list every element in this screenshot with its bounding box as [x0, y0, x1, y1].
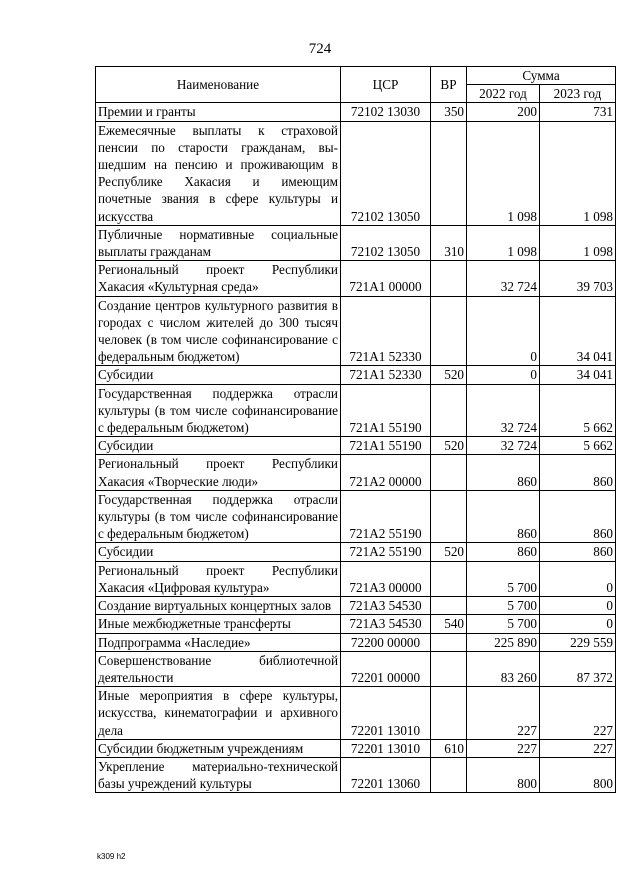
cell-csr: 721А3 54530	[341, 597, 431, 615]
cell-csr: 721А1 55190	[341, 437, 431, 455]
cell-csr: 721А2 55190	[341, 543, 431, 561]
cell-name: Государственная поддержка отрасли культуры (в том числе софинансирование с федеральным бюджетом)	[96, 490, 341, 543]
header-year-2023: 2023 год	[540, 85, 616, 103]
cell-2022: 800	[467, 757, 540, 792]
cell-vr	[431, 261, 467, 296]
cell-2023: 860	[540, 543, 616, 561]
cell-csr: 721А3 54530	[341, 615, 431, 633]
cell-vr	[431, 651, 467, 686]
cell-name: Иные межбюджетные трансферты	[96, 615, 341, 633]
cell-vr	[431, 296, 467, 366]
table-row	[96, 561, 616, 596]
cell-vr	[431, 757, 467, 792]
table-row	[96, 437, 616, 455]
cell-name: Субсидии	[96, 437, 341, 455]
cell-2022: 5 700	[467, 597, 540, 615]
cell-2023: 860	[540, 490, 616, 543]
cell-2022: 1 098	[467, 225, 540, 260]
cell-csr: 72201 13010	[341, 687, 431, 740]
cell-2022: 227	[467, 687, 540, 740]
cell-2023: 39 703	[540, 261, 616, 296]
cell-csr: 721А1 52330	[341, 296, 431, 366]
table-row	[96, 103, 616, 121]
table-row	[96, 687, 616, 740]
cell-vr	[431, 490, 467, 543]
cell-2023: 800	[540, 757, 616, 792]
cell-2023: 0	[540, 561, 616, 596]
cell-vr: 520	[431, 366, 467, 384]
cell-vr: 310	[431, 225, 467, 260]
cell-2022: 860	[467, 543, 540, 561]
cell-2022: 860	[467, 455, 540, 490]
budget-table	[95, 66, 616, 793]
cell-name: Региональный проект Республики Хакасия «Культурная среда»	[96, 261, 341, 296]
header-name: Наименование	[96, 67, 341, 103]
cell-2022: 5 700	[467, 561, 540, 596]
cell-csr: 72102 13030	[341, 103, 431, 121]
cell-name: Иные мероприятия в сфере культуры, искусства, кинематографии и архивного дела	[96, 687, 341, 740]
cell-csr: 72201 13060	[341, 757, 431, 792]
cell-2022: 860	[467, 490, 540, 543]
cell-2023: 229 559	[540, 633, 616, 651]
cell-2023: 227	[540, 687, 616, 740]
table-row	[96, 739, 616, 757]
cell-vr: 350	[431, 103, 467, 121]
cell-vr	[431, 597, 467, 615]
cell-vr	[431, 384, 467, 437]
table-row	[96, 757, 616, 792]
cell-2022: 32 724	[467, 261, 540, 296]
table-row	[96, 296, 616, 366]
cell-csr: 721А3 00000	[341, 561, 431, 596]
cell-vr	[431, 687, 467, 740]
cell-csr: 72201 00000	[341, 651, 431, 686]
cell-vr: 520	[431, 543, 467, 561]
cell-2023: 5 662	[540, 437, 616, 455]
table-row	[96, 633, 616, 651]
cell-2022: 0	[467, 366, 540, 384]
cell-2022: 227	[467, 739, 540, 757]
cell-name: Субсидии	[96, 543, 341, 561]
cell-name: Субсидии	[96, 366, 341, 384]
table-row	[96, 455, 616, 490]
table-row	[96, 225, 616, 260]
table-row	[96, 490, 616, 543]
table-row	[96, 615, 616, 633]
cell-name: Публичные нормативные социальные выплаты гражданам	[96, 225, 341, 260]
cell-2022: 200	[467, 103, 540, 121]
cell-csr: 72102 13050	[341, 225, 431, 260]
cell-csr: 72201 13010	[341, 739, 431, 757]
cell-name: Премии и гранты	[96, 103, 341, 121]
cell-2022: 83 260	[467, 651, 540, 686]
cell-csr: 72200 00000	[341, 633, 431, 651]
cell-name: Региональный проект Республики Хакасия «Творческие люди»	[96, 455, 341, 490]
table-row	[96, 384, 616, 437]
cell-2023: 5 662	[540, 384, 616, 437]
table-row	[96, 366, 616, 384]
cell-2023: 1 098	[540, 225, 616, 260]
cell-2023: 0	[540, 615, 616, 633]
cell-name: Создание центров культурного развития в городах с числом жителей до 300 тысяч человек (в том числе софинансирование с федеральным бюджетом)	[96, 296, 341, 366]
cell-csr: 721А1 52330	[341, 366, 431, 384]
cell-2023: 87 372	[540, 651, 616, 686]
cell-csr: 721А2 55190	[341, 490, 431, 543]
table-body	[96, 103, 616, 793]
cell-name: Укрепление материально-технической базы учреждений культуры	[96, 757, 341, 792]
cell-name: Создание виртуальных концертных залов	[96, 597, 341, 615]
cell-2023: 731	[540, 103, 616, 121]
footer-code: k309 h2	[97, 852, 126, 861]
table-row	[96, 543, 616, 561]
page-number: 724	[308, 41, 332, 57]
cell-vr	[431, 561, 467, 596]
cell-vr: 540	[431, 615, 467, 633]
cell-2023: 34 041	[540, 366, 616, 384]
cell-2023: 0	[540, 597, 616, 615]
cell-name: Подпрограмма «Наследие»	[96, 633, 341, 651]
cell-name: Ежемесячные выплаты к страховой пенсии по старости гражданам, вышедшим на пенсию и проживающим в Республике Хакасия и имеющим почетные звания в сфере культуры и искусства	[96, 121, 341, 225]
cell-2023: 34 041	[540, 296, 616, 366]
table-row	[96, 121, 616, 225]
cell-2023: 227	[540, 739, 616, 757]
cell-name: Субсидии бюджетным учреждениям	[96, 739, 341, 757]
cell-2022: 32 724	[467, 437, 540, 455]
cell-2022: 0	[467, 296, 540, 366]
cell-vr	[431, 121, 467, 225]
cell-vr: 520	[431, 437, 467, 455]
cell-vr	[431, 455, 467, 490]
table-row	[96, 597, 616, 615]
cell-vr	[431, 633, 467, 651]
header-csr: ЦСР	[341, 67, 431, 103]
cell-csr: 721А2 00000	[341, 455, 431, 490]
cell-vr: 610	[431, 739, 467, 757]
cell-2022: 32 724	[467, 384, 540, 437]
header-sum: Сумма	[467, 67, 616, 85]
cell-name: Региональный проект Республики Хакасия «Цифровая культура»	[96, 561, 341, 596]
cell-name: Совершенствование библиотечной деятельности	[96, 651, 341, 686]
cell-2023: 1 098	[540, 121, 616, 225]
cell-2022: 225 890	[467, 633, 540, 651]
cell-2022: 5 700	[467, 615, 540, 633]
table-header	[96, 67, 616, 103]
table-row	[96, 651, 616, 686]
header-vr: ВР	[431, 67, 467, 103]
cell-name: Государственная поддержка отрасли культуры (в том числе софинансирование с федеральным бюджетом)	[96, 384, 341, 437]
header-year-2022: 2022 год	[467, 85, 540, 103]
cell-csr: 721А1 00000	[341, 261, 431, 296]
cell-csr: 72102 13050	[341, 121, 431, 225]
cell-2023: 860	[540, 455, 616, 490]
cell-csr: 721А1 55190	[341, 384, 431, 437]
cell-2022: 1 098	[467, 121, 540, 225]
table-row	[96, 261, 616, 296]
